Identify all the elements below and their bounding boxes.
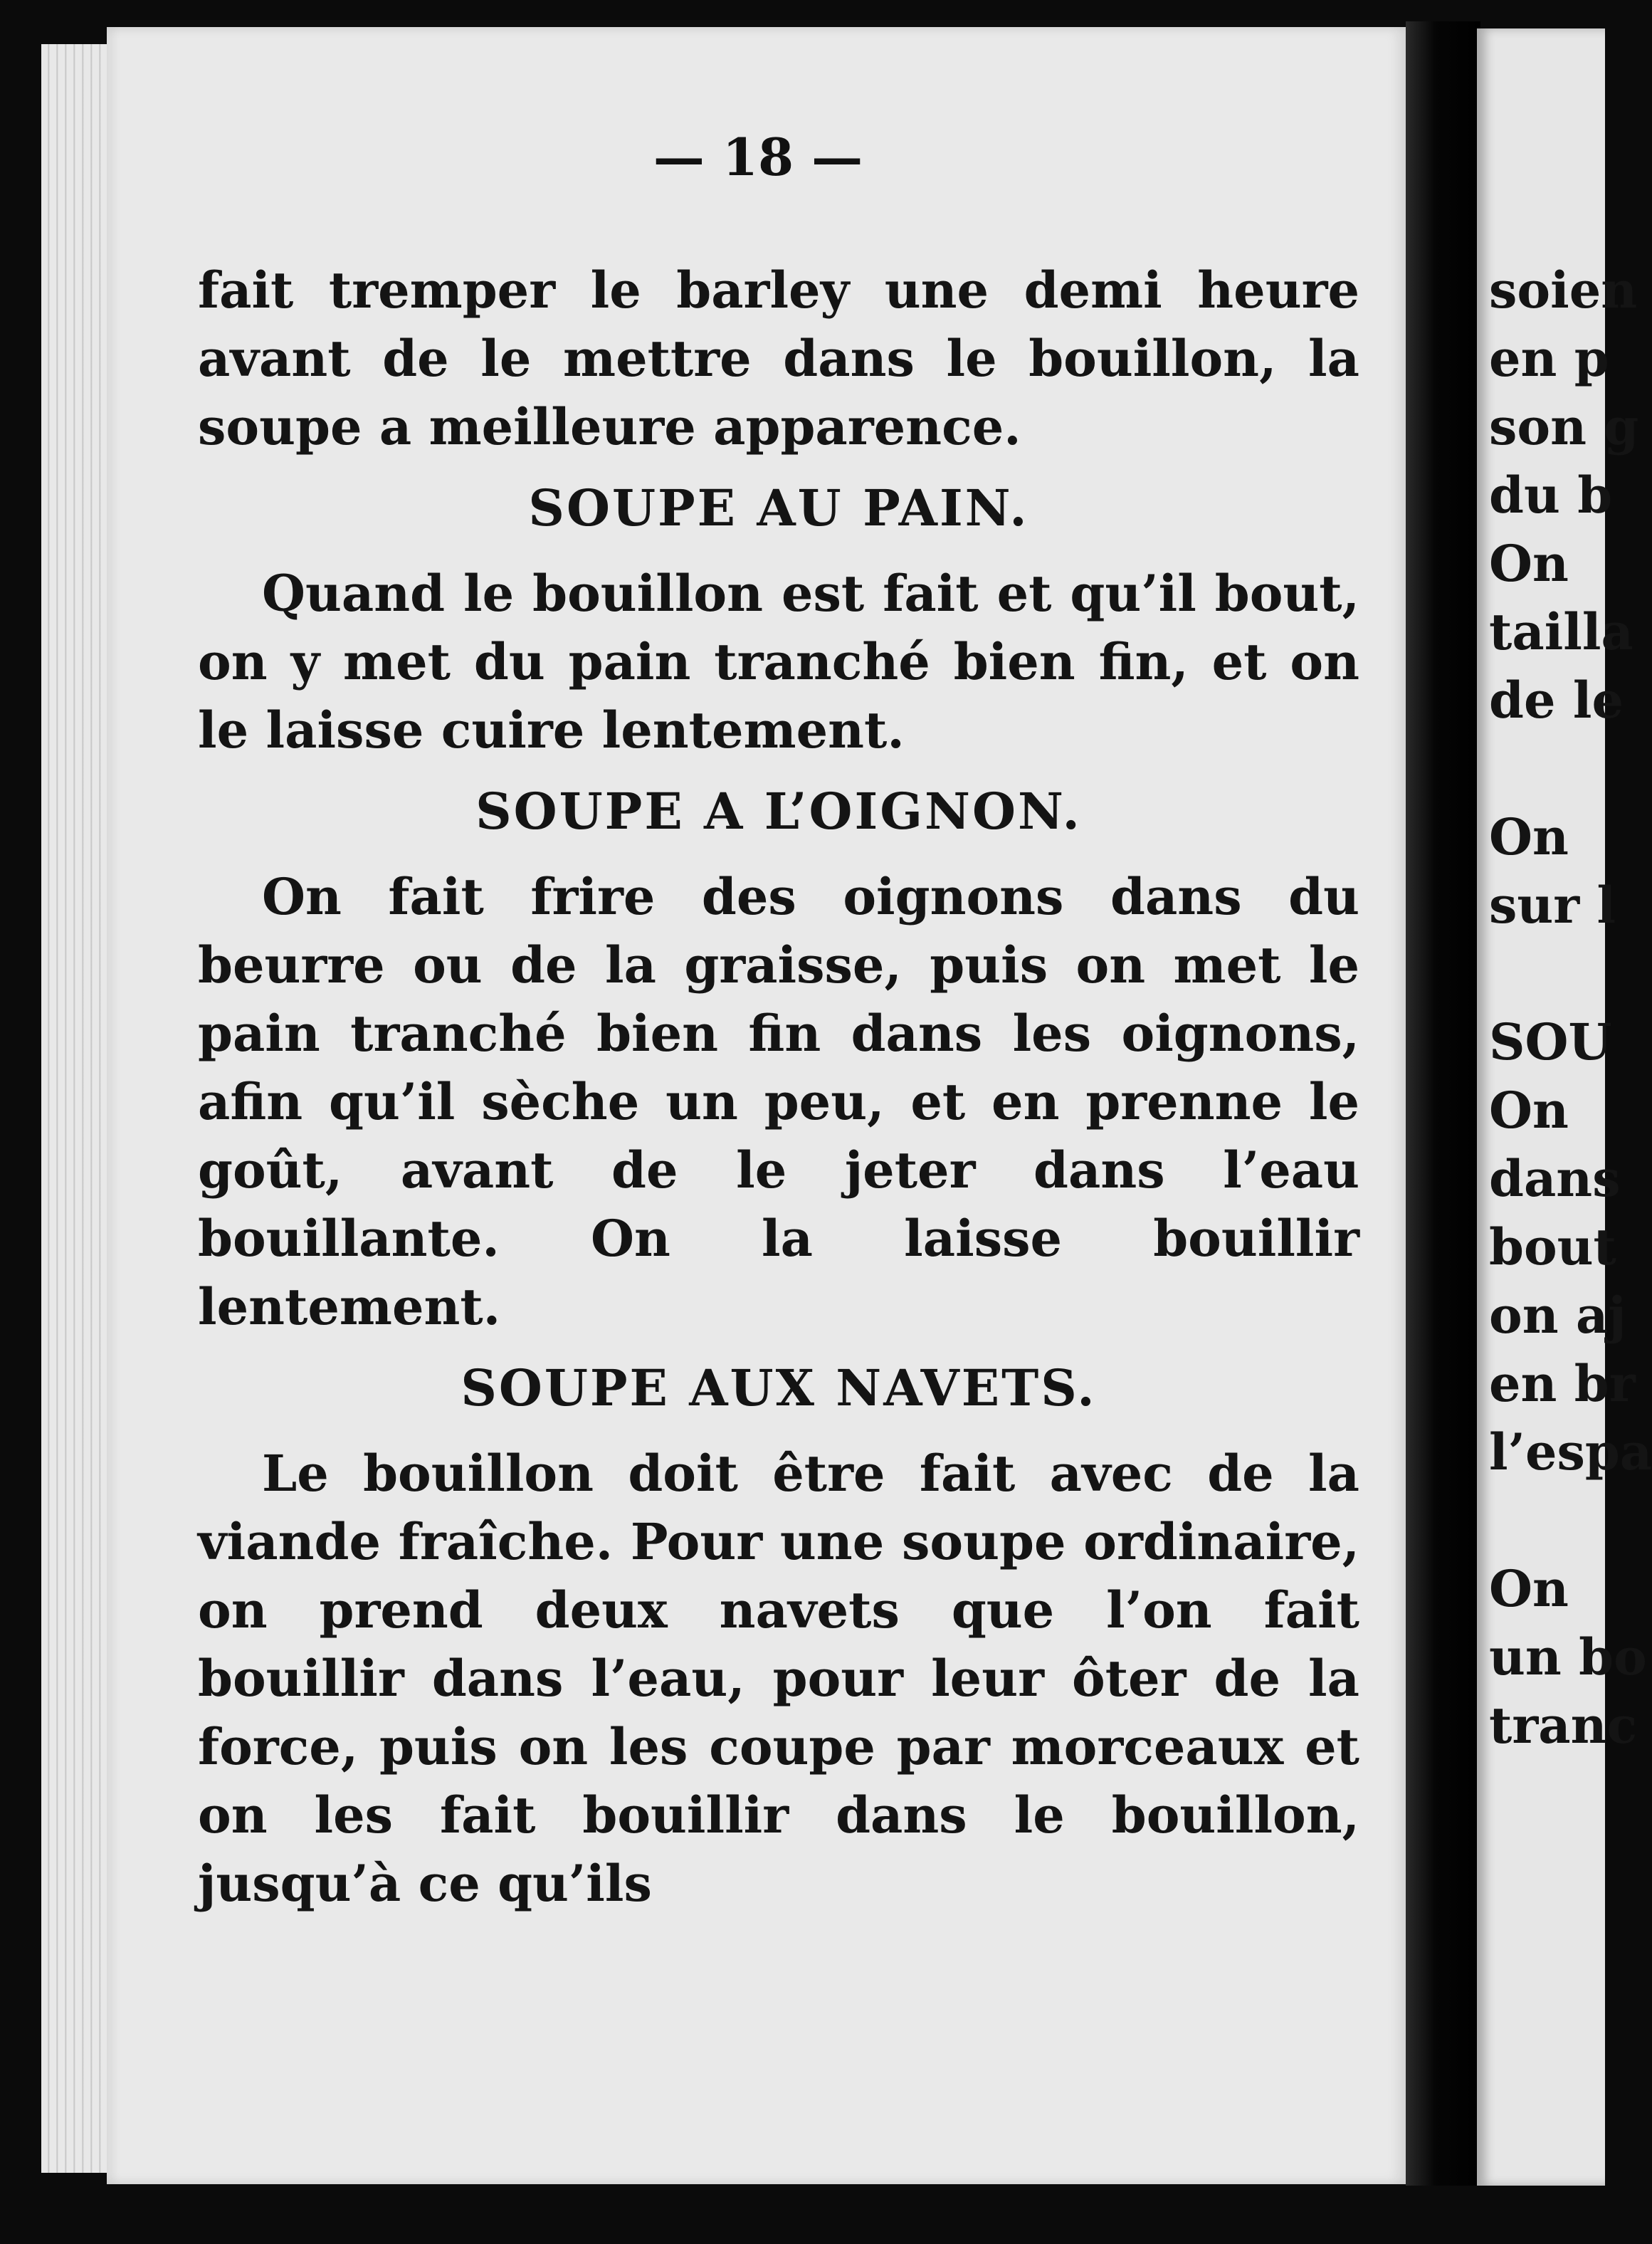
facing-line: On xyxy=(1489,1559,1569,1618)
facing-line: en p xyxy=(1489,329,1609,388)
facing-line xyxy=(1489,940,1603,1008)
page-number: — 18 — xyxy=(653,127,863,187)
facing-line: de le xyxy=(1489,671,1624,730)
facing-line: dans xyxy=(1489,1149,1621,1208)
facing-line: l’espa xyxy=(1489,1422,1652,1482)
section-title: SOUPE A L’OIGNON. xyxy=(475,782,1082,841)
facing-line: On xyxy=(1489,807,1569,866)
facing-line: en br xyxy=(1489,1354,1636,1413)
facing-line: son g xyxy=(1489,397,1639,456)
section-text: Quand le bouillon est fait et qu’il bout, on y met du pain tranché bien fin, et on le laisse cuire lentement. xyxy=(198,564,1359,760)
intro-paragraph: fait tremper le barley une demi heure avant de le mettre dans le bouillon, la soupe a meilleure apparence. xyxy=(198,261,1359,456)
section-title: SOUPE AU PAIN. xyxy=(528,478,1029,538)
section-title: SOUPE AUX NAVETS. xyxy=(461,1358,1097,1417)
facing-line: tailla xyxy=(1489,602,1633,661)
book-gutter xyxy=(1406,21,1480,2186)
page-body xyxy=(198,256,1359,1918)
facing-line: tranc xyxy=(1489,1696,1638,1755)
section-text: Le bouillon doit être fait avec de la viande fraîche. Pour une soupe ordinaire, on prend deux navets que l’on fait bouillir dans l’eau, pour leur ôter de la force, puis on les coupe par morceaux et on les fait bouillir dans le bouillon, jusqu’à ce qu’ils xyxy=(198,1444,1359,1913)
facing-line: du b xyxy=(1489,466,1613,525)
facing-line: un bo xyxy=(1489,1627,1647,1687)
facing-line xyxy=(1489,1487,1603,1555)
facing-line: bout xyxy=(1489,1217,1616,1276)
facing-page-text xyxy=(1489,256,1652,1760)
facing-line: sur l xyxy=(1489,876,1616,935)
facing-line: On xyxy=(1489,1081,1569,1140)
facing-line: soien xyxy=(1489,261,1638,320)
facing-line: on aj xyxy=(1489,1286,1626,1345)
facing-line xyxy=(1489,735,1603,803)
facing-line: On xyxy=(1489,534,1569,593)
section-text: On fait frire des oignons dans du beurre ou de la graisse, puis on met le pain tranché bien fin dans les oignons, afin qu’il sèche un peu, et en prenne le goût, avant de le jeter dans l’eau bouillante. On la laisse bouillir lentement. xyxy=(198,867,1359,1336)
facing-line: SOU xyxy=(1489,1012,1612,1071)
